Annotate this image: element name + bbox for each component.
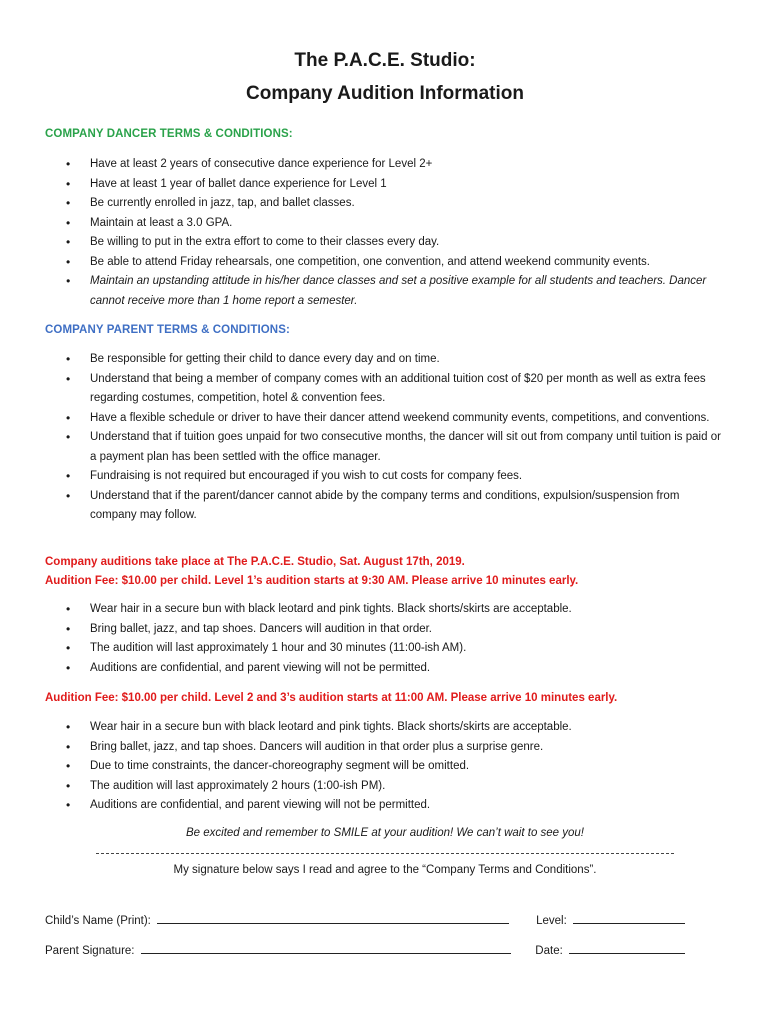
- parent-terms-heading: COMPANY PARENT TERMS & CONDITIONS:: [45, 324, 290, 336]
- parent-terms-list: [66, 350, 726, 526]
- list-item: • Be currently enrolled in jazz, tap, and ballet classes.: [66, 194, 726, 214]
- list-item: • Fundraising is not required but encouraged if you wish to cut costs for company fees.: [66, 467, 726, 487]
- list-item: • Wear hair in a secure bun with black leotard and pink tights. Black shorts/skirts are acceptable.: [66, 718, 726, 738]
- date-label: Date:: [535, 945, 563, 957]
- list-item: • Be willing to put in the extra effort to come to their classes every day.: [66, 233, 726, 253]
- parent-signature-label: Parent Signature:: [45, 945, 135, 957]
- list-item: • Have a flexible schedule or driver to have their dancer attend weekend community events, competitions, and conventions.: [66, 409, 726, 429]
- list-item: • Maintain an upstanding attitude in his/her dance classes and set a positive example for all students and teachers. Dancer cannot receive more than 1 home report a semester.: [66, 272, 726, 311]
- list-item: • Maintain at least a 3.0 GPA.: [66, 214, 726, 234]
- closing-message: Be excited and remember to SMILE at your audition! We can’t wait to see you!: [185, 827, 585, 839]
- date-field[interactable]: [569, 941, 685, 954]
- audition-date-notice: Company auditions take place at The P.A.C.E. Studio, Sat. August 17th, 2019.: [45, 556, 465, 568]
- list-item: • The audition will last approximately 1 hour and 30 minutes (11:00-ish AM).: [66, 639, 726, 659]
- list-item: • Be responsible for getting their child to dance every day and on time.: [66, 350, 726, 370]
- list-item: • The audition will last approximately 2 hours (1:00-ish PM).: [66, 777, 726, 797]
- parent-signature-field[interactable]: [141, 941, 511, 954]
- list-item: • Have at least 2 years of consecutive dance experience for Level 2+: [66, 155, 726, 175]
- level-field[interactable]: [573, 911, 685, 924]
- child-name-row: [45, 911, 685, 927]
- level1-audition-fee: Audition Fee: $10.00 per child. Level 1’s audition starts at 9:30 AM. Please arrive 10 minutes early.: [45, 575, 579, 587]
- list-item: • Bring ballet, jazz, and tap shoes. Dancers will audition in that order.: [66, 620, 726, 640]
- dashed-divider: [96, 853, 674, 854]
- level1-instructions-list: [66, 600, 726, 678]
- list-item: • Bring ballet, jazz, and tap shoes. Dancers will audition in that order plus a surprise genre.: [66, 738, 726, 758]
- parent-signature-row: [45, 941, 685, 957]
- title-line-2: Company Audition Information: [246, 83, 524, 104]
- list-item: • Be able to attend Friday rehearsals, one competition, one convention, and attend weekend community events.: [66, 253, 726, 273]
- title-line-1: The P.A.C.E. Studio:: [294, 50, 476, 71]
- list-item: • Auditions are confidential, and parent viewing will not be permitted.: [66, 796, 726, 816]
- list-item: • Due to time constraints, the dancer-choreography segment will be omitted.: [66, 757, 726, 777]
- child-name-label: Child’s Name (Print):: [45, 915, 151, 927]
- list-item: • Understand that if tuition goes unpaid for two consecutive months, the dancer will sit out from company until tuition is paid or a payment plan has been settled with the office manager.: [66, 428, 726, 467]
- list-item: • Have at least 1 year of ballet dance experience for Level 1: [66, 175, 726, 195]
- list-item: • Auditions are confidential, and parent viewing will not be permitted.: [66, 659, 726, 679]
- list-item: • Wear hair in a secure bun with black leotard and pink tights. Black shorts/skirts are acceptable.: [66, 600, 726, 620]
- list-item: • Understand that being a member of company comes with an additional tuition cost of $20 per month as well as extra fees regarding costumes, competition, hotel & convention fees.: [66, 370, 726, 409]
- level23-instructions-list: [66, 718, 726, 816]
- agreement-statement: My signature below says I read and agree to the “Company Terms and Conditions”.: [173, 864, 597, 876]
- child-name-field[interactable]: [157, 911, 509, 924]
- list-item: • Understand that if the parent/dancer cannot abide by the company terms and conditions, expulsion/suspension from company may follow.: [66, 487, 726, 526]
- dancer-terms-list: [66, 155, 726, 311]
- dancer-terms-heading: COMPANY DANCER TERMS & CONDITIONS:: [45, 128, 293, 140]
- level23-audition-fee: Audition Fee: $10.00 per child. Level 2 and 3’s audition starts at 11:00 AM. Please arrive 10 minutes early.: [45, 692, 618, 704]
- level-label: Level:: [536, 915, 567, 927]
